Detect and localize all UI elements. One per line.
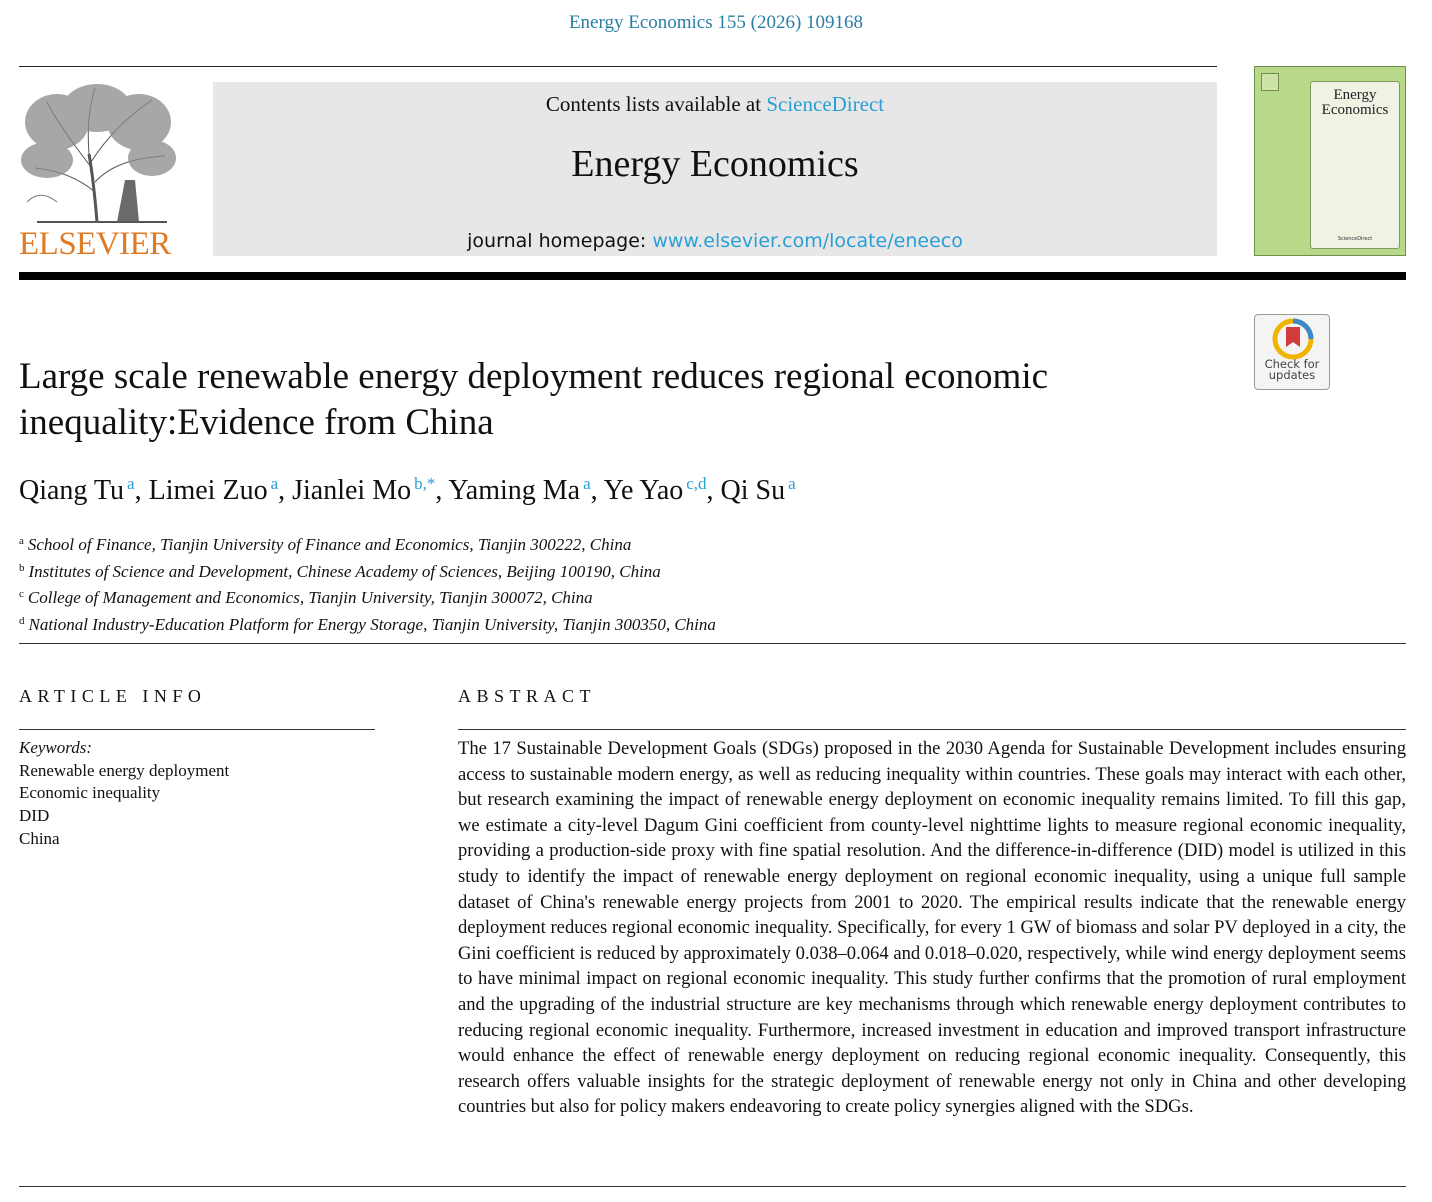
author-affiliation-mark[interactable]: b,* <box>414 474 436 493</box>
cover-title: Energy Economics <box>1321 87 1389 118</box>
author-list: Qiang Tu $^a$, Limei Zuo $^a$, Jianlei Mo $^{b,*}$, Yaming Ma $^a$, Ye Yao $^{c,d}$, Qi Su $^a$ <box>19 474 796 506</box>
keywords-block <box>19 737 229 851</box>
cover-publisher-icon <box>1261 73 1279 91</box>
header-thick-rule <box>19 272 1406 280</box>
bottom-rule <box>19 1186 1406 1187</box>
section-divider <box>19 643 1406 644</box>
journal-cover-thumbnail[interactable] <box>1254 66 1406 256</box>
keyword-item: DID <box>19 806 50 826</box>
affiliation-item: $^d$ National Industry-Education Platform for Energy Storage, Tianjin University, Tianjin 300350, China <box>19 614 716 634</box>
sciencedirect-link[interactable]: ScienceDirect <box>766 92 885 116</box>
author-affiliation-mark[interactable]: a <box>270 474 279 493</box>
author-name[interactable]: Limei Zuo <box>148 475 268 506</box>
journal-homepage-link[interactable]: www.elsevier.com/locate/eneeco <box>652 230 963 252</box>
check-for-updates-label: Check for updates <box>1264 357 1320 382</box>
abstract-text: The 17 Sustainable Development Goals (SDGs) proposed in the 2030 Agenda for Sustainable Development includes ensuring access to sustainable modern energy, as well as reducing inequality within countries. These goals may interact with each other, but research examining the impact of renewable energy deployment on economic inequality remains limited. To fill this gap, we estimate a city-level Dagum Gini coefficient from county-level nighttime lights to measure regional economic inequality, providing a production-side proxy with fine spatial resolution. And the difference-in-difference (DID) model is utilized in this study to identify the impact of renewable energy deployment on regional economic inequality, using a unique full sample dataset of China's renewable energy projects from 2001 to 2020. The empirical results indicate that the renewable energy deployment reduces regional economic inequality. Specifically, for every 1 GW of biomass and solar PV deployed in a city, the Gini coefficient is reduced by approximately 0.038–0.064 and 0.018–0.020, respectively, while wind energy deployment seems to have minimal impact on regional economic inequality. This study further confirms that the promotion of rural employment and the upgrading of the industrial structure are key mechanisms through which renewable energy deployment contributes to reducing regional economic inequality. Furthermore, increased investment in education and improved transport infrastructure would enhance the effect of renewable energy deployment on reducing regional economic inequality. Consequently, this research offers valuable insights for the strategic deployment of renewable energy not only in China and other developing countries but also for policy makers endeavoring to create policy synergies aligned with the SDGs. <box>458 738 1406 1118</box>
article-info-heading: ARTICLE INFO <box>19 686 207 706</box>
check-for-updates-icon <box>1255 315 1331 361</box>
article-title: Large scale renewable energy deployment reduces regional economic inequality:Evidence from China <box>19 356 1049 443</box>
article-info-rule <box>19 729 375 730</box>
keywords-label: Keywords: <box>19 738 93 757</box>
journal-masthead <box>213 82 1217 256</box>
contents-prefix: Contents lists available at <box>545 92 767 116</box>
keyword-item: Renewable energy deployment <box>19 760 230 780</box>
cover-footer: ScienceDirect <box>1337 236 1373 242</box>
journal-homepage-line <box>213 230 1217 252</box>
cover-panel <box>1310 81 1400 249</box>
author-name[interactable]: Qiang Tu <box>19 475 125 506</box>
affiliation-list <box>19 530 716 636</box>
affiliation-item: $^c$ College of Management and Economics, Tianjin University, Tianjin 300072, China <box>19 588 593 608</box>
elsevier-wordmark: ELSEVIER <box>19 226 171 262</box>
header-top-rule <box>19 66 1217 67</box>
homepage-prefix: journal homepage: <box>467 230 653 252</box>
author-name[interactable]: Qi Su <box>720 475 786 506</box>
affiliation-item: $^a$ School of Finance, Tianjin University of Finance and Economics, Tianjin 300222, China <box>19 535 632 554</box>
author-affiliation-mark[interactable]: a <box>788 474 796 493</box>
affiliation-item: $^b$ Institutes of Science and Development, Chinese Academy of Sciences, Beijing 100190, China <box>19 561 661 581</box>
author-affiliation-mark[interactable]: c,d <box>686 474 707 493</box>
author-affiliation-mark[interactable]: a <box>127 474 135 493</box>
keyword-item: Economic inequality <box>19 783 161 803</box>
author-name[interactable]: Ye Yao <box>603 475 684 506</box>
contents-line <box>213 92 1217 117</box>
abstract-heading: ABSTRACT <box>458 686 597 706</box>
author-name[interactable]: Yaming Ma <box>448 475 581 506</box>
journal-reference-link[interactable]: Energy Economics 155 (2026) 109168 <box>568 12 864 33</box>
abstract-rule <box>458 729 1406 730</box>
author-name[interactable]: Jianlei Mo <box>292 475 412 506</box>
journal-name: Energy Economics <box>571 143 859 185</box>
keyword-item: China <box>19 828 60 848</box>
author-affiliation-mark[interactable]: a <box>583 474 591 493</box>
check-for-updates-button[interactable] <box>1254 314 1330 390</box>
